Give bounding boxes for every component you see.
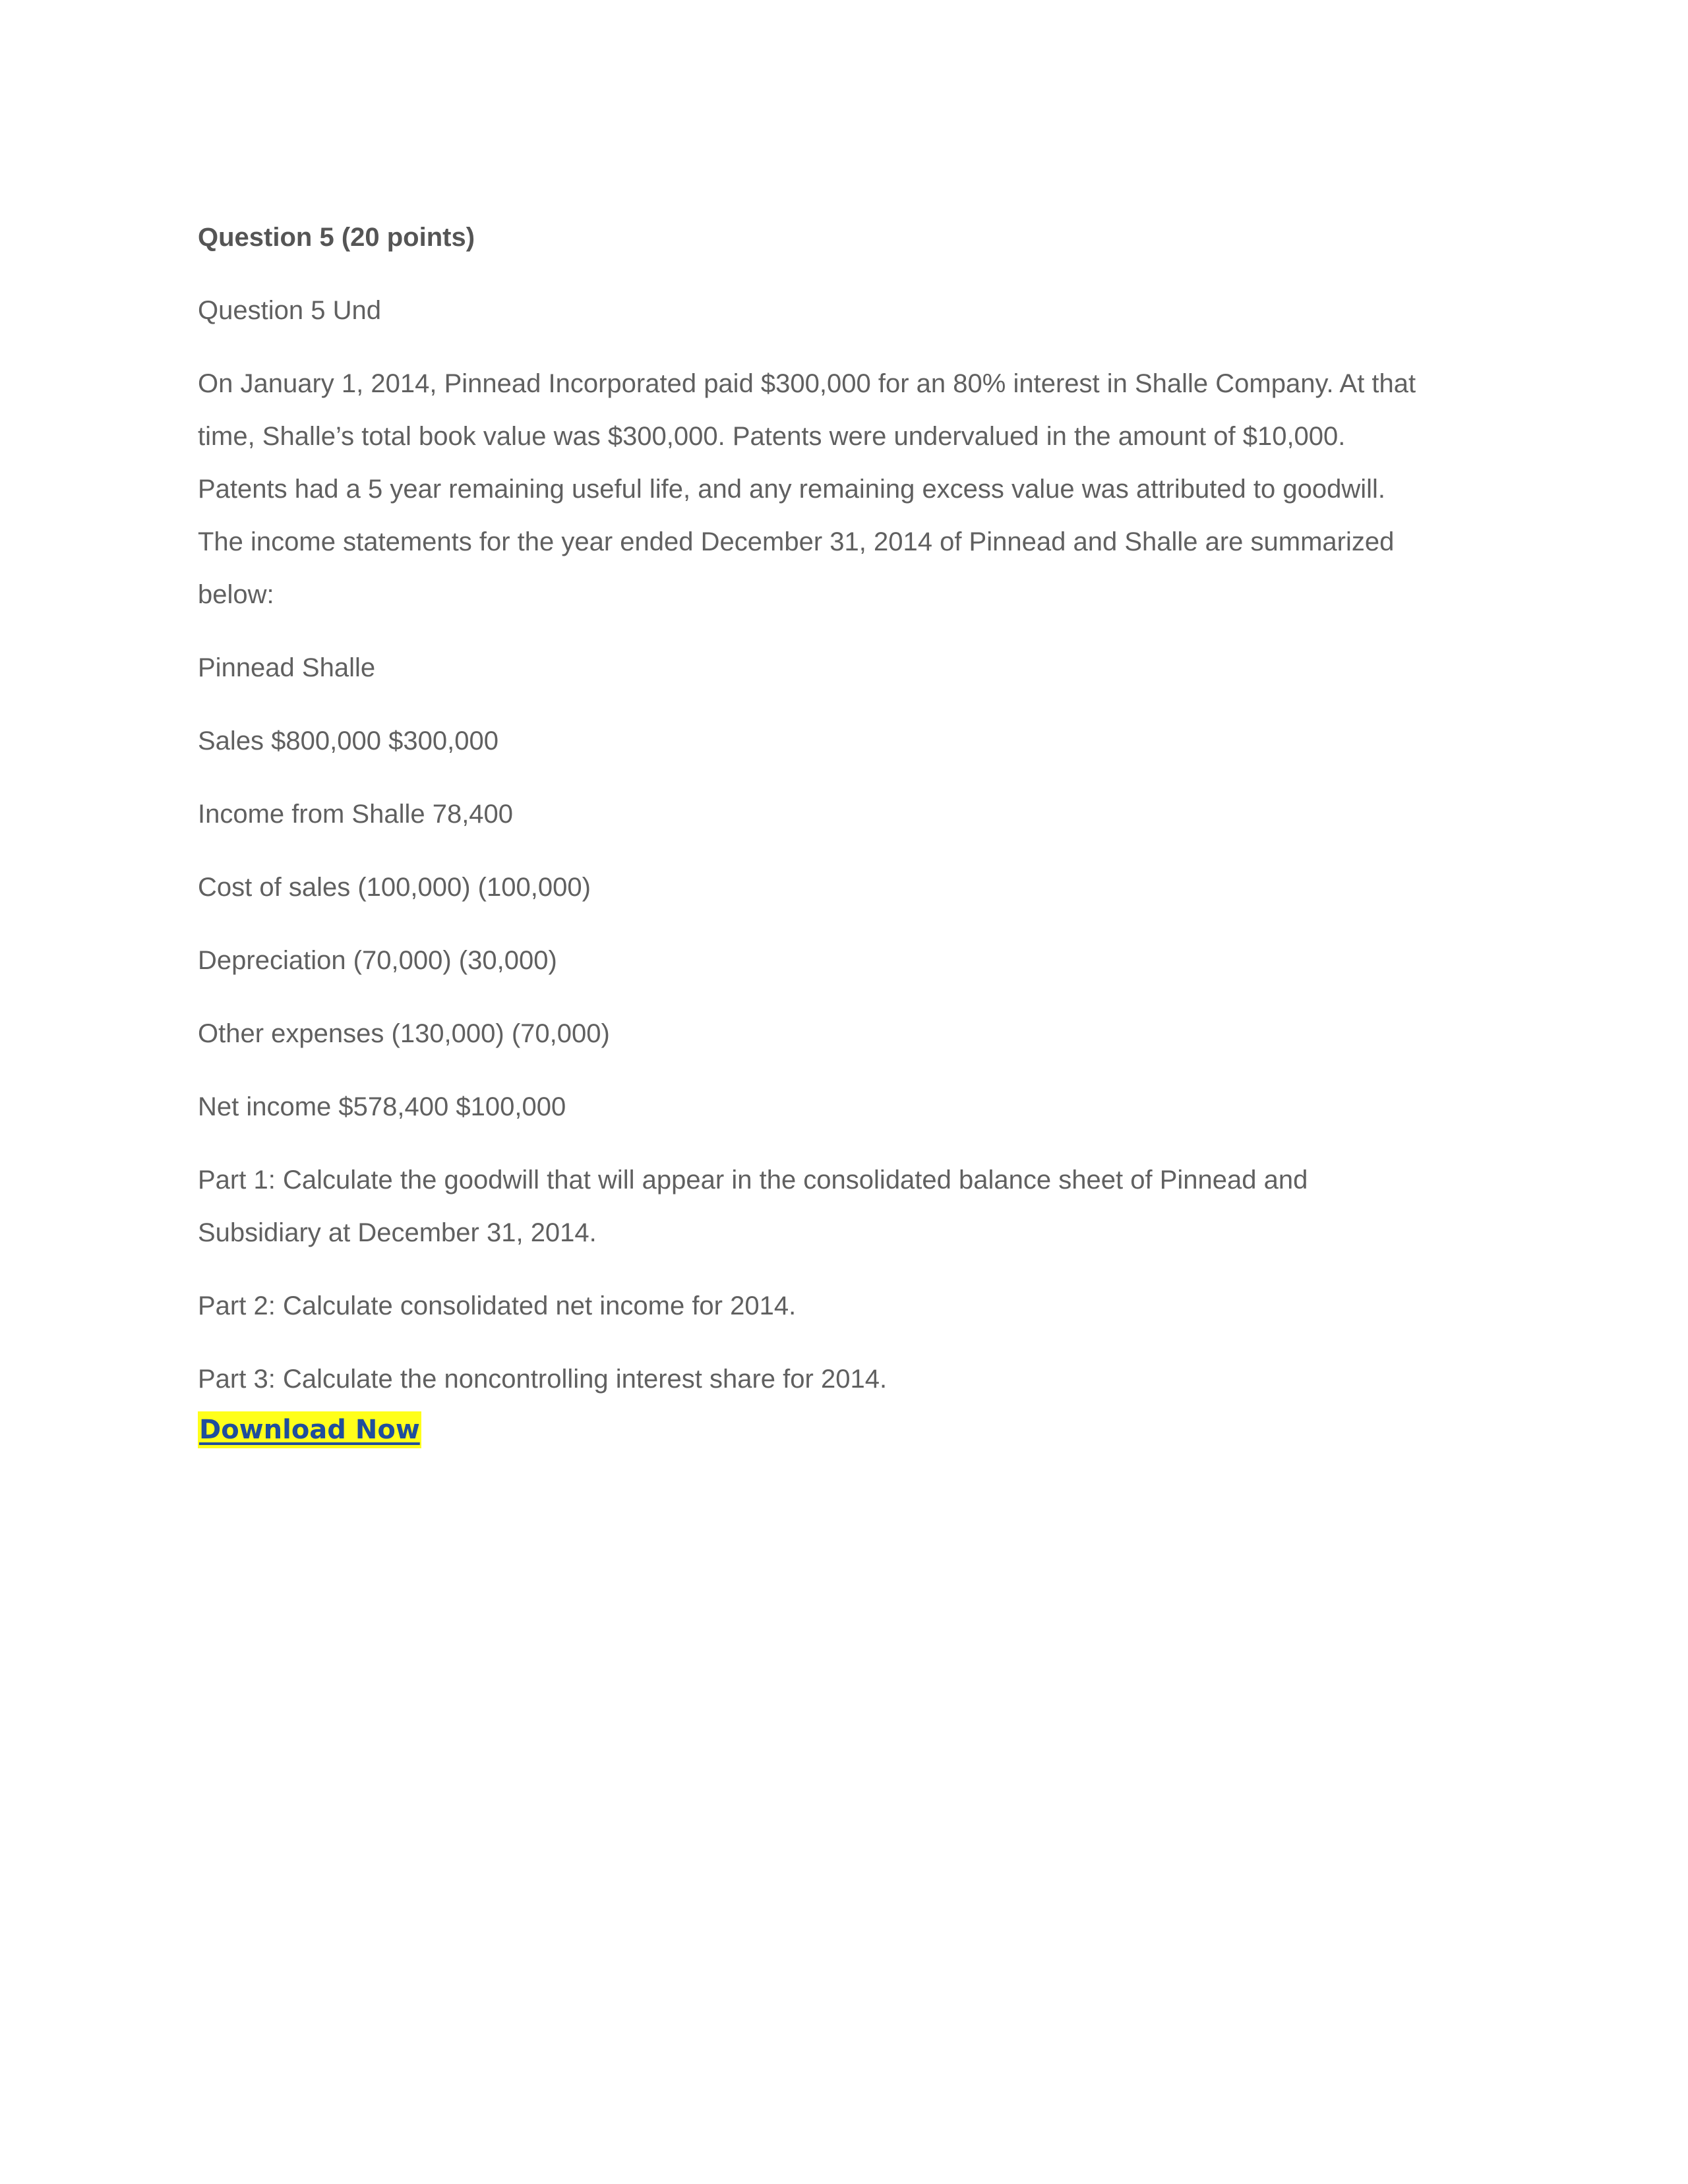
- statement-row-net-income: Net income $578,400 $100,000: [198, 1092, 566, 1121]
- paragraph-line: below:: [198, 580, 274, 609]
- paragraph-line: On January 1, 2014, Pinnead Incorporated paid $300,000 for an 80% interest in Shalle Company. At that: [198, 369, 1416, 398]
- document-body: [198, 211, 1490, 1448]
- statement-header: Pinnead Shalle: [198, 653, 376, 682]
- paragraph-line: Patents had a 5 year remaining useful life, and any remaining excess value was attributed to goodwill.: [198, 475, 1386, 504]
- part-3: Part 3: Calculate the noncontrolling interest share for 2014.: [198, 1365, 888, 1394]
- question-paragraph: [198, 357, 1490, 621]
- question-title: Question 5 (20 points): [198, 223, 475, 252]
- part-1: [198, 1154, 1490, 1259]
- statement-row-other-expenses: Other expenses (130,000) (70,000): [198, 1019, 610, 1048]
- statement-row-income-from-shalle: Income from Shalle 78,400: [198, 800, 514, 829]
- question-subtitle: Question 5 Und: [198, 296, 381, 325]
- part-1-line: Subsidiary at December 31, 2014.: [198, 1218, 597, 1247]
- part-1-line: Part 1: Calculate the goodwill that will appear in the consolidated balance sheet of Pinnead and: [198, 1166, 1308, 1195]
- part-2: Part 2: Calculate consolidated net income for 2014.: [198, 1291, 797, 1320]
- statement-row-cost-of-sales: Cost of sales (100,000) (100,000): [198, 873, 591, 902]
- statement-row-depreciation: Depreciation (70,000) (30,000): [198, 946, 557, 975]
- download-now-link[interactable]: Download Now: [198, 1411, 421, 1448]
- statement-row-sales: Sales $800,000 $300,000: [198, 726, 498, 755]
- paragraph-line: time, Shalle’s total book value was $300,000. Patents were undervalued in the amount of $10,000.: [198, 422, 1346, 451]
- paragraph-line: The income statements for the year ended December 31, 2014 of Pinnead and Shalle are summarized: [198, 527, 1395, 556]
